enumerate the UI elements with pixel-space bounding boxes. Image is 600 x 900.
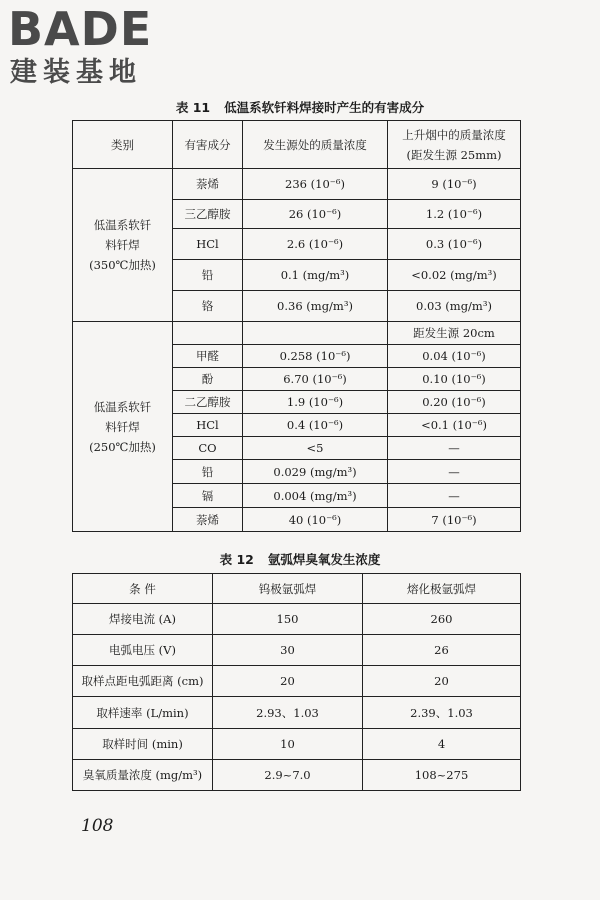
table-cell: <5 <box>243 437 388 460</box>
table-row <box>73 760 521 791</box>
table-cell: <0.1 (10⁻⁶) <box>388 414 521 437</box>
table-cell: 2.93、1.03 <box>213 697 363 729</box>
table-cell: 0.1 (mg/m³) <box>243 260 388 291</box>
table-cell: CO <box>173 437 243 460</box>
table11-number: 表 11 <box>175 100 211 115</box>
table-cell: 2.6 (10⁻⁶) <box>243 229 388 260</box>
table-cell: 0.3 (10⁻⁶) <box>388 229 521 260</box>
group2-category-line3: (250℃加热) <box>89 439 156 454</box>
table11-header-component: 有害成分 <box>173 121 243 169</box>
table-row <box>73 322 521 345</box>
table-cell: 0.029 (mg/m³) <box>243 460 388 484</box>
table-cell: 臭氧质量浓度 (mg/m³) <box>73 760 213 791</box>
table12-header-mig: 熔化极氩弧焊 <box>363 574 521 604</box>
table-cell: 0.004 (mg/m³) <box>243 484 388 508</box>
table-cell: 2.39、1.03 <box>363 697 521 729</box>
table-cell: 236 (10⁻⁶) <box>243 169 388 200</box>
table-cell: — <box>388 460 521 484</box>
table-cell: — <box>388 484 521 508</box>
logo-subtitle: 建装基地 <box>10 57 142 88</box>
table11-header-smoke <box>388 121 521 169</box>
table11-header-category: 类别 <box>73 121 173 169</box>
table-cell: 30 <box>213 635 363 666</box>
table-cell: 40 (10⁻⁶) <box>243 508 388 532</box>
table-cell: — <box>388 437 521 460</box>
table11-header-source: 发生源处的质量浓度 <box>243 121 388 169</box>
table12-header-tig: 钨极氩弧焊 <box>213 574 363 604</box>
table-cell: 9 (10⁻⁶) <box>388 169 521 200</box>
table-cell: <0.02 (mg/m³) <box>388 260 521 291</box>
table11-header-smoke-line1: 上升烟中的质量浓度 <box>402 127 506 142</box>
logo-brand: BADE <box>8 2 153 56</box>
table-cell: 三乙醇胺 <box>173 200 243 229</box>
table12-header-row <box>73 574 521 604</box>
table-cell: 二乙醇胺 <box>173 391 243 414</box>
table12-number: 表 12 <box>219 552 254 567</box>
group1-category-cell <box>73 169 173 322</box>
table-cell: 26 <box>363 635 521 666</box>
table-cell: 2.9~7.0 <box>213 760 363 791</box>
table-cell: 镉 <box>173 484 243 508</box>
table-cell: 焊接电流 (A) <box>73 604 213 635</box>
table-cell: 108~275 <box>363 760 521 791</box>
table-cell: 铅 <box>173 460 243 484</box>
table-cell: 电弧电压 (V) <box>73 635 213 666</box>
table-cell: 取样时间 (min) <box>73 729 213 760</box>
table-cell: 0.20 (10⁻⁶) <box>388 391 521 414</box>
table-row <box>73 697 521 729</box>
page-number: 108 <box>81 816 114 836</box>
group1-category-line2: 料钎焊 <box>105 238 140 252</box>
table-cell: 0.03 (mg/m³) <box>388 291 521 322</box>
table-row <box>73 169 521 200</box>
table-cell: 10 <box>213 729 363 760</box>
table-row <box>73 729 521 760</box>
table-cell: 4 <box>363 729 521 760</box>
table-cell: 0.258 (10⁻⁶) <box>243 345 388 368</box>
table11-title: 低温系软钎料焊接时产生的有害成分 <box>224 100 425 115</box>
table-cell: 0.4 (10⁻⁶) <box>243 414 388 437</box>
table-cell-empty <box>173 322 243 345</box>
table-cell: 7 (10⁻⁶) <box>388 508 521 532</box>
table-cell: 萘烯 <box>173 508 243 532</box>
table-cell: 20 <box>363 666 521 697</box>
table-cell: 150 <box>213 604 363 635</box>
table-cell: 1.2 (10⁻⁶) <box>388 200 521 229</box>
group2-category-line2: 料钎焊 <box>105 419 140 434</box>
table-cell: 0.04 (10⁻⁶) <box>388 345 521 368</box>
table-row <box>73 604 521 635</box>
table-cell: 20 <box>213 666 363 697</box>
table-cell: 26 (10⁻⁶) <box>243 200 388 229</box>
bade-logo <box>8 4 183 96</box>
group1-category-line1: 低温系软钎 <box>93 218 152 232</box>
table12-caption <box>0 550 600 568</box>
table11-header-row <box>73 121 521 169</box>
table12 <box>72 573 521 791</box>
table-row <box>73 666 521 697</box>
table-cell: 铬 <box>173 291 243 322</box>
table-cell: 260 <box>363 604 521 635</box>
table12-title: 氩弧焊臭氧发生浓度 <box>267 552 381 567</box>
table11 <box>72 120 521 532</box>
table-cell: HCl <box>173 229 243 260</box>
table-cell: 0.10 (10⁻⁶) <box>388 368 521 391</box>
table12-header-condition: 条 件 <box>73 574 213 604</box>
table-cell: 取样点距电弧距离 (cm) <box>73 666 213 697</box>
table11-header-smoke-line2: (距发生源 25mm) <box>406 147 502 162</box>
table-cell: 酚 <box>173 368 243 391</box>
table-cell: 0.36 (mg/m³) <box>243 291 388 322</box>
table-cell: 萘烯 <box>173 169 243 200</box>
table-cell: 铅 <box>173 260 243 291</box>
table-cell: HCl <box>173 414 243 437</box>
table-cell: 1.9 (10⁻⁶) <box>243 391 388 414</box>
table11-caption <box>0 98 600 116</box>
table-row <box>73 635 521 666</box>
group1-category-line3: (350℃加热) <box>89 258 156 272</box>
table-cell-empty <box>243 322 388 345</box>
table-cell: 取样速率 (L/min) <box>73 697 213 729</box>
group2-category-line1: 低温系软钎 <box>93 399 152 414</box>
group2-subnote: 距发生源 20cm <box>388 322 521 345</box>
table-cell: 6.70 (10⁻⁶) <box>243 368 388 391</box>
table-cell: 甲醛 <box>173 345 243 368</box>
group2-category-cell <box>73 322 173 532</box>
